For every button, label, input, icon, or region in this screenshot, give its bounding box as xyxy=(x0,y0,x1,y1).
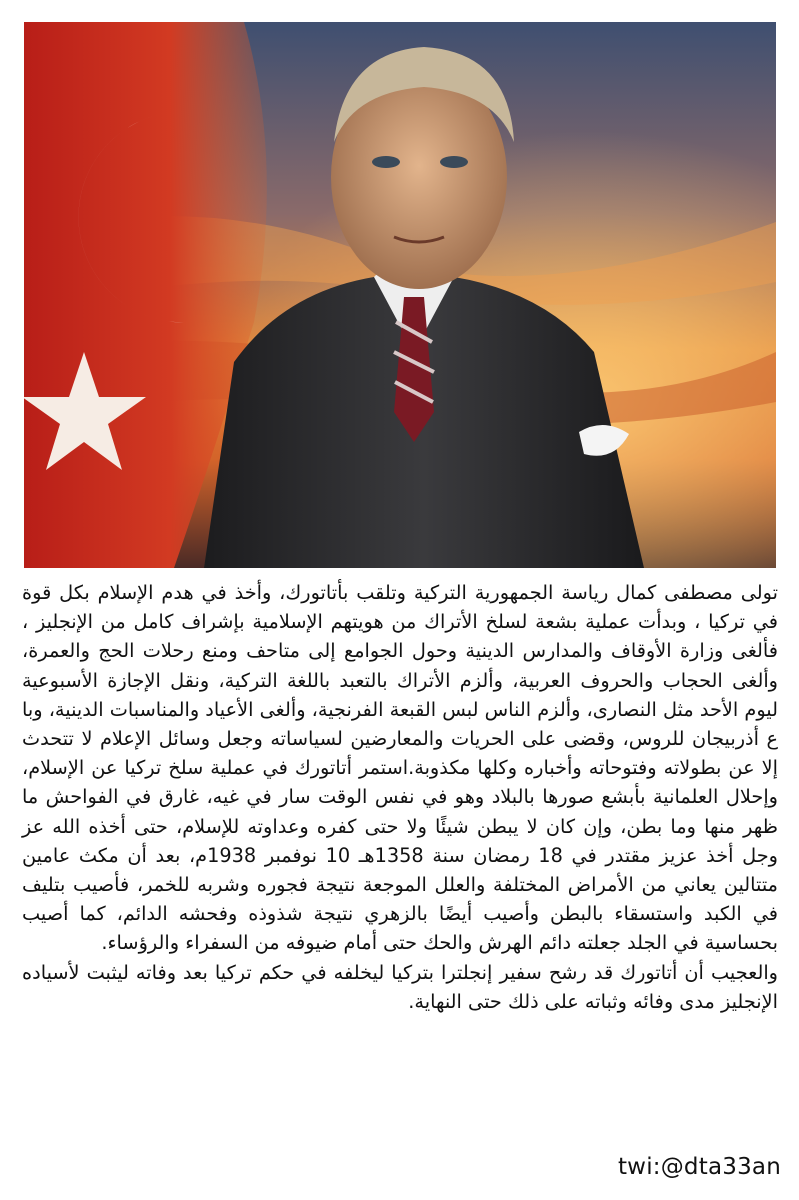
portrait-illustration xyxy=(24,22,776,568)
article-text xyxy=(22,578,778,1016)
right-eye xyxy=(440,156,468,168)
article-paragraph-2: والعجيب أن أتاتورك قد رشح سفير إنجلترا بتركيا ليخلفه في حكم تركيا بعد وفاته ليثبت لأسياده الإنجليز مدى وفائه وثباته على ذلك حتى النهاية. xyxy=(22,960,778,1013)
left-eye xyxy=(372,156,400,168)
portrait-photo xyxy=(24,22,776,568)
article-paragraph-1: تولى مصطفى كمال رياسة الجمهورية التركية وتلقب بأتاتورك، وأخذ في هدم الإسلام بكل قوة في تركيا ، وبدأت عملية بشعة لسلخ الأتراك من هويتهم الإسلامية بإشراف كامل من الإنجليز ، فألغى وزارة الأوقاف والمدارس الدينية وحول الجوامع إلى متاحف ومنع رحلات الحج والعمرة، وألغى الحجاب والحروف العربية، وألزم الأتراك بالتعبد باللغة التركية، ونقل الإجازة الأسبوعية ليوم الأحد مثل النصارى، وألزم الناس لبس القبعة الفرنجية، وألغى الأعياد والمناسبات الدينية، وبا ع أذربيجان للروس، وقضى على الحريات والمعارضين لسياساته وجعل وسائل الإعلام لا تتحدث إلا عن بطولاته وفتوحاته وأخباره وكلها مكذوبة.استمر أتاتورك في عملية سلخ تركيا عن الإسلام، وإحلال العلمانية بأبشع صورها بالبلاد وهو في نفس الوقت سار في غيه، غارق في الفواحش ما ظهر منها وما بطن، وإن كان لا يبطن شيئًا ولا حتى كفره وعداوته للإسلام، حتى أخذه الله عز وجل أخذ عزيز مقتدر في 18 رمضان سنة 1358هـ 10 نوفمبر 1938م، بعد أن مكث عامين متتالين يعاني من الأمراض المختلفة والعلل الموجعة نتيجة فجوره وشربه للخمر، فأصيب بتليف في الكبد واستسقاء بالبطن وأصيب أيضًا بالزهري نتيجة شذوذه وفحشه الدائم، كما أصيب بحساسية في الجلد جعلته دائم الهرش والحك حتى أمام ضيوفه من السفراء والرؤساء. xyxy=(22,581,778,955)
twitter-handle: twi:@dta33an xyxy=(617,1154,781,1180)
